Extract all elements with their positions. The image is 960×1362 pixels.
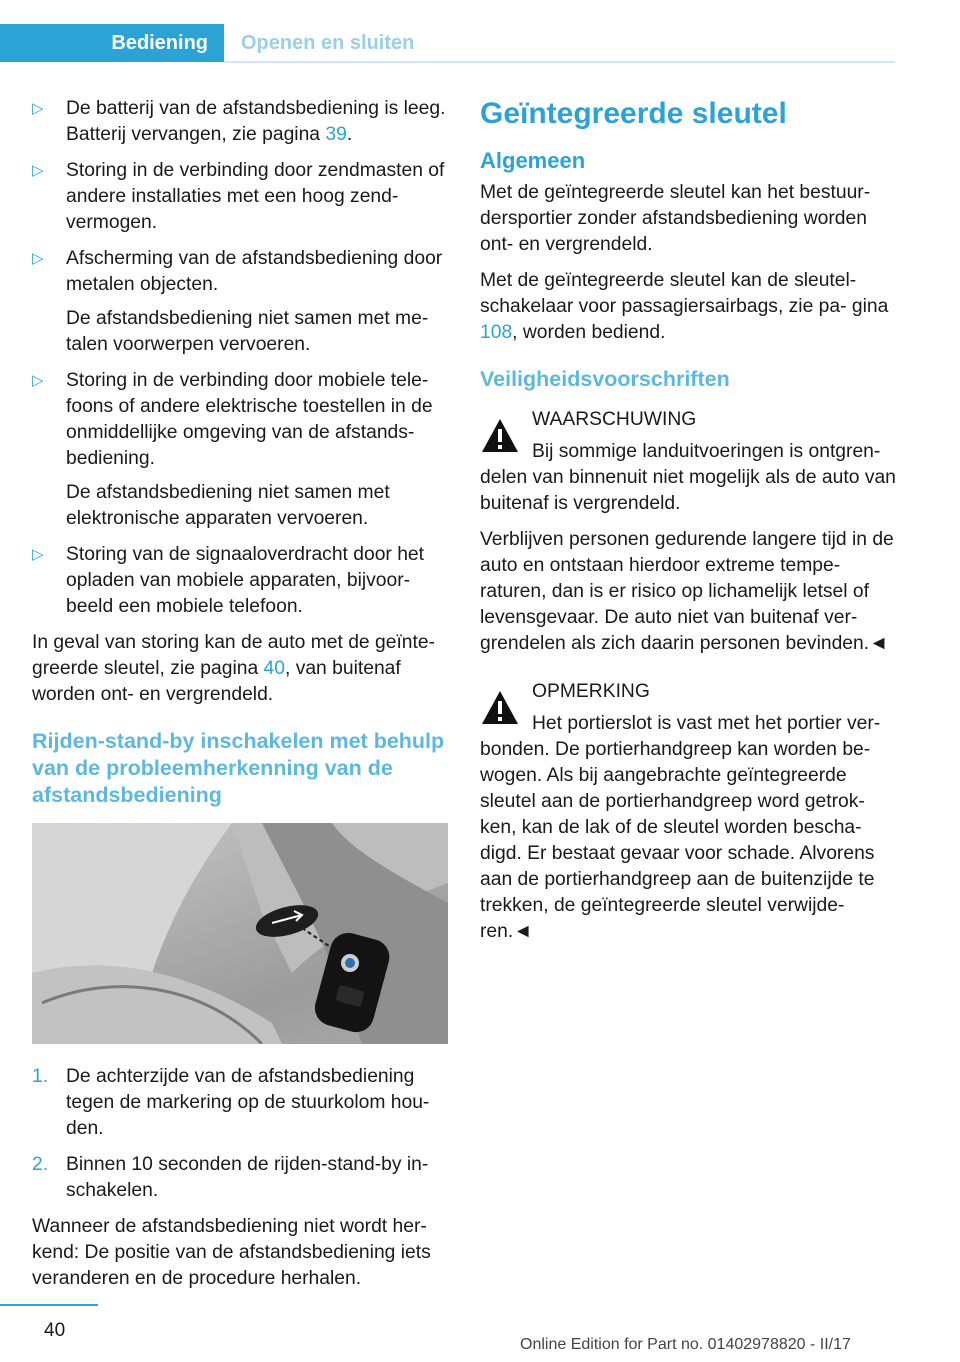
step-text: Binnen 10 seconden de rijden-stand-by in- schakelen. <box>66 1154 429 1201</box>
list-item-note: De afstandsbediening niet samen met me- talen voorwerpen vervoeren. <box>66 308 429 355</box>
note-line-1: Het portierslot is vast met het portier ver- <box>532 713 881 734</box>
right-column <box>480 96 896 951</box>
cause-list <box>32 96 448 620</box>
list-item: ▷ Storing van de signaaloverdracht door het opladen van mobiele apparaten, bijvoor- beeld een mobiele telefoon. <box>32 544 425 617</box>
heading-general: Algemeen <box>480 148 586 173</box>
edition-text: Online Edition for Part no. 01402978820 - II/17 <box>520 1336 851 1353</box>
bullet-arrow-icon: ▷ <box>32 372 44 389</box>
section-heading-standby: Rijden-stand-by inschakelen met behulp van de probleemherkenning van de afstandsbediening <box>32 729 445 807</box>
page-link[interactable]: 39 <box>325 124 347 145</box>
note-label: OPMERKING <box>532 681 650 702</box>
step-item <box>32 1064 448 1142</box>
page-number: 40 <box>44 1320 66 1341</box>
left-column <box>32 96 448 1292</box>
note-text: bonden. De portierhandgreep kan worden be- wogen. Als bij aangebrachte geïntegreerde sleutel aan de portierhandgreep word getrok- ken, kan de lak of de sleutel worden bescha- digd. Er bestaat gevaar voor schade. Alvorens aan de portierhandgreep aan de buitenzijde te trekken, de geïntegreerde sleutel verwijde- ren.◄ <box>480 739 875 942</box>
list-item: ▷ Storing in de verbinding door zendmasten of andere installaties met een hoog zend- vermogen. <box>32 160 445 233</box>
general-paragraph-1: Met de geïntegreerde sleutel kan het bestuur- dersportier zonder afstandsbediening worden ont- en vergrendeld. <box>480 182 871 255</box>
header-rule <box>224 61 895 63</box>
page-link-108[interactable]: 108 <box>480 322 513 343</box>
list-item: ▷ De batterij van de afstandsbediening is leeg. Batterij vervangen, zie pagina 39. <box>32 98 446 145</box>
subsection-tab: Openen en sluiten <box>241 31 415 54</box>
page-header <box>0 24 895 62</box>
page-link-40[interactable]: 40 <box>263 658 285 679</box>
bullet-arrow-icon: ▷ <box>32 546 44 563</box>
list-item: ▷ Afscherming van de afstandsbediening door metalen objecten. De afstandsbediening niet samen met me- talen voorwerpen vervoeren. <box>32 246 448 358</box>
note-triangle-icon <box>480 689 520 727</box>
heading-safety: Veiligheidsvoorschriften <box>480 367 730 391</box>
steering-column-photo <box>32 823 448 1044</box>
list-item-note: De afstandsbediening niet samen met elektronische apparaten vervoeren. <box>66 482 390 529</box>
retry-paragraph: Wanneer de afstandsbediening niet wordt her- kend: De positie van de afstandsbediening iets veranderen en de procedure herhalen. <box>32 1216 431 1289</box>
step-number: 1. <box>32 1066 49 1087</box>
page-title: Geïntegreerde sleutel <box>480 97 787 130</box>
warning-label: WAARSCHUWING <box>532 409 697 430</box>
warning-text-2: Verblijven personen gedurende langere tijd in de auto en ontstaan hierdoor extreme tempe- raturen, dan is er risico op lichamelijk letsel of levensgevaar. De auto niet van buitenaf ver- grendelen als zich daarin personen bevinden.◄ <box>480 529 894 654</box>
warning-line-1: Bij sommige landuitvoeringen is ontgren- <box>532 441 881 462</box>
bullet-arrow-icon: ▷ <box>32 162 44 179</box>
footer-rule <box>0 1304 98 1306</box>
warning-text: delen van binnenuit niet mogelijk als de auto van buitenaf is vergrendeld. <box>480 467 896 514</box>
note-block <box>480 679 896 945</box>
bullet-arrow-icon: ▷ <box>32 250 44 267</box>
section-tab: Bediening <box>0 24 224 62</box>
warning-block <box>480 407 896 657</box>
steering-column-illustration <box>32 823 448 1044</box>
warning-triangle-icon <box>480 417 520 455</box>
step-item <box>32 1152 448 1204</box>
step-list <box>32 1064 448 1204</box>
list-item: ▷ Storing in de verbinding door mobiele tele- foons of andere elektrische toestellen in de onmiddellijke omgeving van de afstands- bediening. De afstandsbediening niet samen met elektronische apparaten vervoeren. <box>32 368 448 532</box>
step-number: 2. <box>32 1154 49 1175</box>
step-text: De achterzijde van de afstandsbediening tegen de markering op de stuurkolom hou- den. <box>66 1066 430 1139</box>
storing-paragraph: In geval van storing kan de auto met de geïnte- greerde sleutel, zie pagina 40, van buitenaf worden ont- en vergrendeld. <box>32 632 436 705</box>
general-paragraph-2: Met de geïntegreerde sleutel kan de sleutel- schakelaar voor passagiersairbags, zie pa- gina 108, worden bediend. <box>480 270 889 343</box>
bullet-arrow-icon: ▷ <box>32 100 44 117</box>
